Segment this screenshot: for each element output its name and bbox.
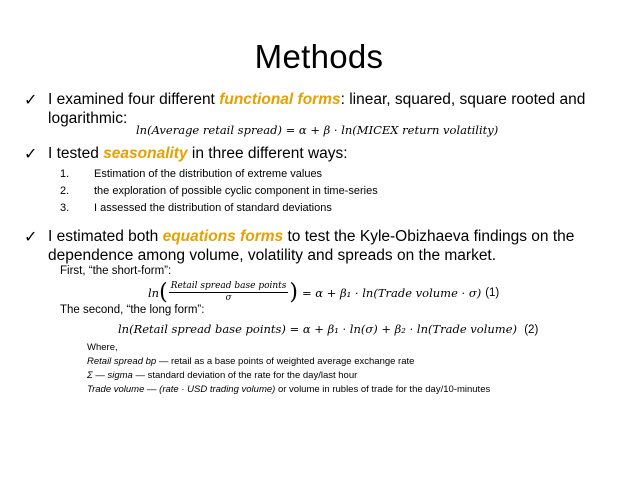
list-number: 2. <box>60 185 70 197</box>
highlight-equations-forms: equations forms <box>162 228 284 245</box>
definition-desc: — standard deviation of the rate for the day/last hour <box>132 370 358 381</box>
short-form-label: First, “the short-form”: <box>60 265 172 277</box>
definition-term: Σ — sigma <box>87 370 133 381</box>
checkmark-icon: ✓ <box>24 90 38 109</box>
bullet-seasonality <box>24 144 633 164</box>
bullet-text <box>48 145 633 164</box>
definition-item <box>87 383 490 397</box>
definition-item <box>87 369 490 383</box>
highlight-seasonality: seasonality <box>103 145 188 162</box>
checkmark-icon: ✓ <box>24 227 38 246</box>
eq-ln: ln <box>148 285 160 300</box>
definition-item <box>87 355 490 369</box>
highlight-functional-forms: functional forms <box>219 91 341 108</box>
bullet-text-post: in three different ways: <box>187 145 348 162</box>
bullet-equation-forms <box>24 227 633 265</box>
list-number: 1. <box>60 168 70 180</box>
where-label: Where, <box>87 342 118 353</box>
eq-long-text: ln(Retail spread base points) = α + β₁ · ln(σ) + β₂ · ln(Trade volume) <box>118 322 518 336</box>
eq-numerator: Retail spread base points <box>170 281 287 291</box>
equation-long-form <box>118 322 538 336</box>
definition-desc: — retail as a base points of weighted average exchange rate <box>156 356 415 367</box>
equation-short-form <box>148 281 499 304</box>
list-text: I assessed the distribution of standard deviations <box>94 202 332 214</box>
eq-paren-close: ) <box>289 279 299 305</box>
list-text: Estimation of the distribution of extreme values <box>94 168 323 180</box>
eq-paren-open: ( <box>159 279 168 305</box>
bullet-text-pre: I tested <box>48 145 104 162</box>
bullet-text <box>48 228 633 265</box>
equation-log-spread: ln(Average retail spread) = α + β · ln(MICEX return volatility) <box>136 123 499 137</box>
bullet-text-post: : linear, squared, square rooted and logarithmic: <box>48 91 586 127</box>
definition-term: Retail spread bp <box>87 356 157 367</box>
eq-tag: (1) <box>485 286 500 299</box>
list-text: the exploration of possible cyclic component in time-series <box>94 185 378 197</box>
long-form-label: The second, “the long form”: <box>60 304 205 316</box>
bullet-text-pre: I examined four different <box>48 91 220 108</box>
list-item <box>60 183 378 200</box>
bullet-text-post: to test the Kyle-Obizhaeva findings on the dependence among volume, volatility and spreads on the market. <box>48 228 575 264</box>
seasonality-list <box>60 166 378 217</box>
definition-term: Trade volume — (rate · USD trading volume) <box>87 384 276 395</box>
list-item <box>60 200 378 217</box>
checkmark-icon: ✓ <box>24 144 38 163</box>
definition-desc: or volume in rubles of trade for the day/10-minutes <box>275 384 491 395</box>
bullet-text-pre: I estimated both <box>48 228 163 245</box>
eq-rhs: = α + β₁ · ln(Trade volume · σ) <box>302 285 482 300</box>
definitions <box>87 341 490 397</box>
eq-tag: (2) <box>524 324 539 336</box>
slide-title: Methods <box>254 38 384 75</box>
list-item <box>60 166 378 183</box>
eq-fraction <box>169 281 289 304</box>
eq-denominator: σ <box>225 293 232 303</box>
list-number: 3. <box>60 202 70 214</box>
